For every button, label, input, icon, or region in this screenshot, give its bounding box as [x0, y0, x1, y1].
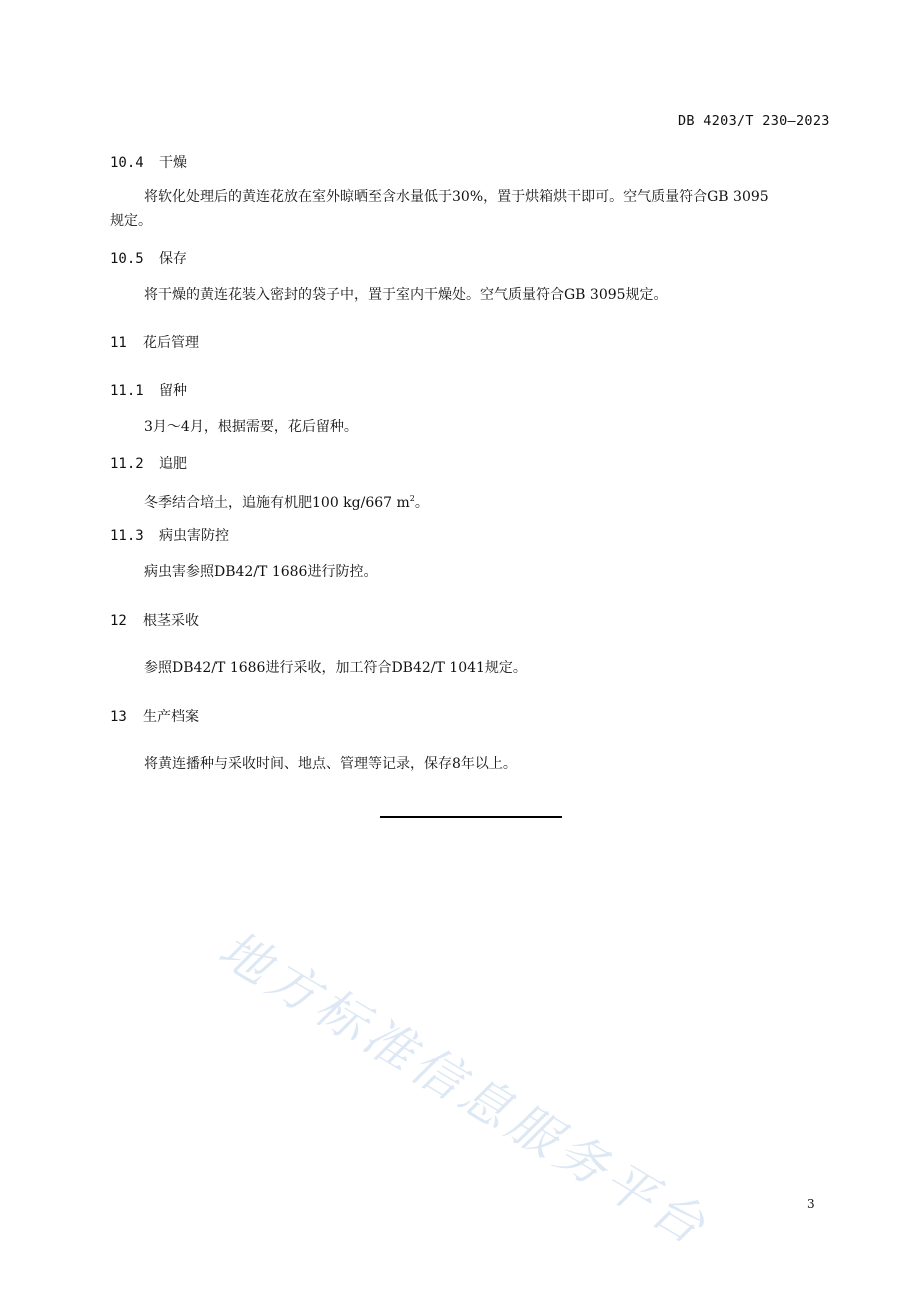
- paragraph-end: 。: [414, 495, 429, 511]
- section-heading-12: [110, 610, 199, 630]
- section-title: 病虫害防控: [159, 528, 229, 544]
- section-number: 12: [110, 613, 127, 629]
- paragraph-11-1: 3月～4月，根据需要，花后留种。: [144, 419, 358, 435]
- section-title: 留种: [159, 383, 187, 399]
- section-heading-11-3: [110, 525, 229, 545]
- end-rule: [380, 816, 562, 818]
- section-number: 11.3: [110, 528, 144, 544]
- section-heading-10-4: [110, 152, 187, 172]
- paragraph-11-2: [144, 487, 429, 515]
- section-number: 13: [110, 709, 127, 725]
- section-heading-10-5: [110, 248, 187, 268]
- section-number: 11.1: [110, 383, 144, 399]
- paragraph-12: 参照DB42/T 1686进行采收，加工符合DB42/T 1041规定。: [144, 660, 527, 676]
- paragraph-11-3: 病虫害参照DB42/T 1686进行防控。: [144, 564, 378, 580]
- section-title: 保存: [159, 251, 187, 267]
- paragraph-10-4-line1: 将软化处理后的黄连花放在室外晾晒至含水量低于30%，置于烘箱烘干即可。空气质量符合GB 3095: [144, 189, 769, 205]
- section-heading-11-1: [110, 380, 187, 400]
- section-title: 根茎采收: [143, 613, 199, 629]
- paragraph-10-4-line2: 规定。: [110, 213, 152, 229]
- section-heading-11-2: [110, 453, 187, 473]
- section-heading-13: [110, 706, 199, 726]
- paragraph-13: 将黄连播种与采收时间、地点、管理等记录，保存8年以上。: [144, 756, 517, 772]
- section-title: 花后管理: [143, 335, 199, 351]
- section-number: 10.5: [110, 251, 144, 267]
- page-number: 3: [807, 1197, 815, 1211]
- section-heading-11: [110, 332, 199, 352]
- section-number: 11: [110, 335, 127, 351]
- superscript: 2: [409, 494, 415, 503]
- section-title: 干燥: [159, 155, 187, 171]
- section-number: 11.2: [110, 456, 144, 472]
- document-code: DB 4203/T 230—2023: [678, 113, 830, 129]
- section-number: 10.4: [110, 155, 144, 171]
- paragraph-10-5: 将干燥的黄连花装入密封的袋子中，置于室内干燥处。空气质量符合GB 3095规定。: [144, 287, 668, 303]
- section-title: 追肥: [159, 456, 187, 472]
- paragraph-text: 冬季结合培土，追施有机肥100 kg/667 m: [144, 495, 410, 511]
- watermark: 地方标准信息服务平台: [209, 919, 719, 1258]
- section-title: 生产档案: [143, 709, 199, 725]
